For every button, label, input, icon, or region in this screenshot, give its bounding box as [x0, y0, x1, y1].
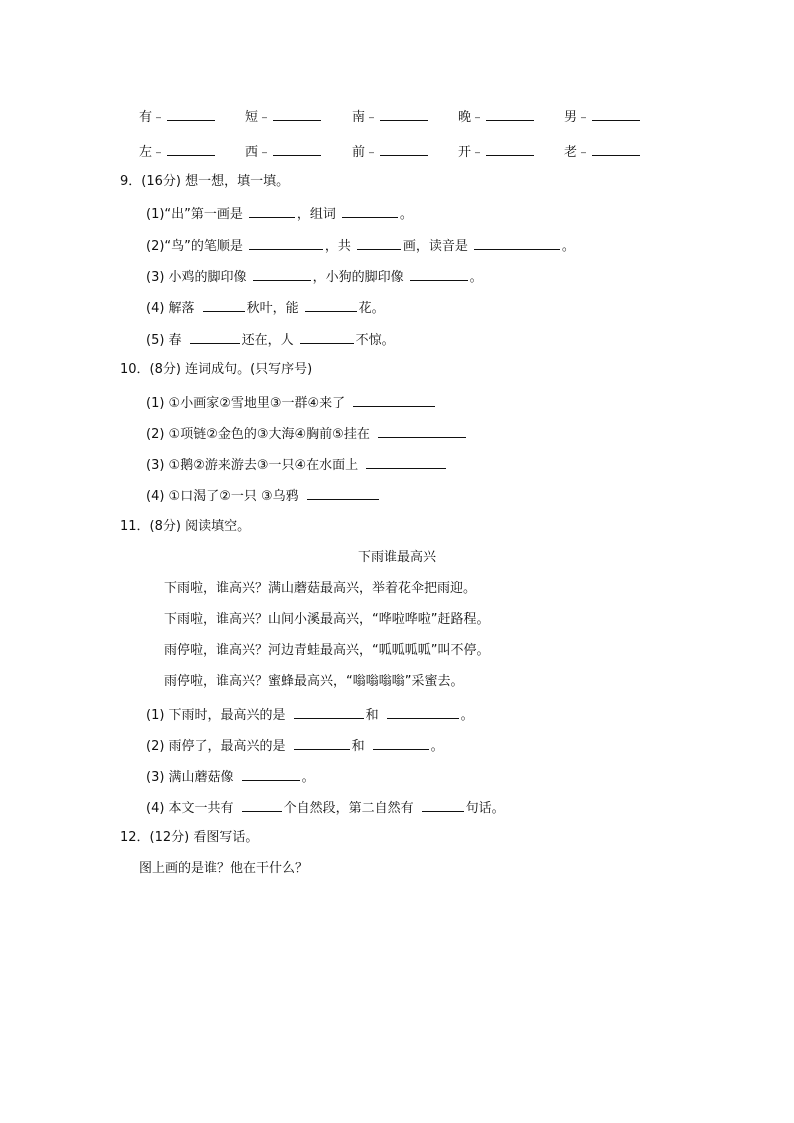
- antonym-pair: 南﹣: [352, 106, 430, 125]
- antonym-pair: 左﹣: [139, 141, 217, 160]
- antonym-pair: 西﹣: [245, 141, 323, 160]
- q11-item-1: (1) 下雨时，最高兴的是 和 。: [146, 705, 474, 725]
- passage-paragraph: 雨停啦，谁高兴？蜜蜂最高兴，“嗡嗡嗡嗡”采蜜去。: [164, 674, 464, 689]
- answer-blank[interactable]: [307, 486, 379, 500]
- answer-blank[interactable]: [474, 236, 560, 250]
- q11-item-3: (3) 满山蘑菇像 。: [146, 767, 315, 787]
- answer-blank[interactable]: [422, 798, 464, 812]
- answer-blank[interactable]: [357, 236, 401, 250]
- q12-prompt: 图上画的是谁？他在干什么？: [139, 861, 309, 876]
- answer-blank[interactable]: [294, 736, 350, 750]
- answer-blank[interactable]: [190, 330, 240, 344]
- q9-item-3: (3) 小鸡的脚印像 ，小狗的脚印像 。: [146, 267, 483, 287]
- answer-blank[interactable]: [167, 142, 215, 156]
- answer-blank[interactable]: [380, 107, 428, 121]
- q11-item-4: (4) 本文一共有 个自然段，第二自然有 句话。: [146, 798, 505, 818]
- answer-blank[interactable]: [273, 142, 321, 156]
- answer-blank[interactable]: [273, 107, 321, 121]
- answer-blank[interactable]: [387, 705, 459, 719]
- answer-blank[interactable]: [167, 107, 215, 121]
- answer-blank[interactable]: [592, 107, 640, 121]
- q10-header: 10．(8分) 连词成句。(只写序号): [120, 362, 313, 377]
- antonym-pair: 老﹣: [564, 141, 642, 160]
- answer-blank[interactable]: [300, 330, 354, 344]
- answer-blank[interactable]: [486, 142, 534, 156]
- q9-item-5: (5) 春 还在，人 不惊。: [146, 330, 395, 350]
- answer-blank[interactable]: [410, 267, 468, 281]
- passage-paragraph: 雨停啦，谁高兴？河边青蛙最高兴，“呱呱呱呱”叫不停。: [164, 643, 490, 658]
- passage-title: 下雨谁最高兴: [357, 550, 436, 565]
- answer-blank[interactable]: [373, 736, 429, 750]
- answer-blank[interactable]: [249, 236, 323, 250]
- q11-item-2: (2) 雨停了，最高兴的是 和 。: [146, 736, 444, 756]
- passage-paragraph: 下雨啦，谁高兴？山间小溪最高兴，“哗啦哗啦”赶路程。: [164, 612, 490, 627]
- antonym-pair: 前﹣: [352, 141, 430, 160]
- answer-blank[interactable]: [253, 267, 311, 281]
- answer-blank[interactable]: [592, 142, 640, 156]
- q9-item-1: (1)“出”第一画是 ，组词 。: [146, 204, 413, 224]
- answer-blank[interactable]: [203, 298, 245, 312]
- q9-header: 9．(16分) 想一想，填一填。: [120, 174, 290, 189]
- answer-blank[interactable]: [294, 705, 364, 719]
- answer-blank[interactable]: [242, 767, 300, 781]
- answer-blank[interactable]: [342, 204, 398, 218]
- q12-header: 12．(12分) 看图写话。: [120, 830, 259, 845]
- answer-blank[interactable]: [378, 424, 466, 438]
- q9-item-2: (2)“鸟”的笔顺是 ，共 画，读音是 。: [146, 236, 575, 256]
- antonym-pair: 开﹣: [458, 141, 536, 160]
- q10-item-2: (2) ①项链②金色的③大海④胸前⑤挂在: [146, 424, 468, 444]
- q10-item-3: (3) ①鹅②游来游去③一只④在水面上: [146, 455, 448, 475]
- q10-item-4: (4) ①口渴了②一只 ③乌鸦: [146, 486, 381, 506]
- answer-blank[interactable]: [353, 393, 435, 407]
- antonym-pair: 有﹣: [139, 106, 217, 125]
- q11-header: 11．(8分) 阅读填空。: [120, 519, 251, 534]
- antonym-pair: 短﹣: [245, 106, 323, 125]
- answer-blank[interactable]: [242, 798, 282, 812]
- q9-item-4: (4) 解落 秋叶，能 花。: [146, 298, 385, 318]
- passage-paragraph: 下雨啦，谁高兴？满山蘑菇最高兴，举着花伞把雨迎。: [164, 581, 477, 596]
- answer-blank[interactable]: [249, 204, 295, 218]
- answer-blank[interactable]: [305, 298, 357, 312]
- antonym-pair: 晚﹣: [458, 106, 536, 125]
- antonym-pair: 男﹣: [564, 106, 642, 125]
- q10-item-1: (1) ①小画家②雪地里③一群④来了: [146, 393, 437, 413]
- answer-blank[interactable]: [366, 455, 446, 469]
- answer-blank[interactable]: [486, 107, 534, 121]
- answer-blank[interactable]: [380, 142, 428, 156]
